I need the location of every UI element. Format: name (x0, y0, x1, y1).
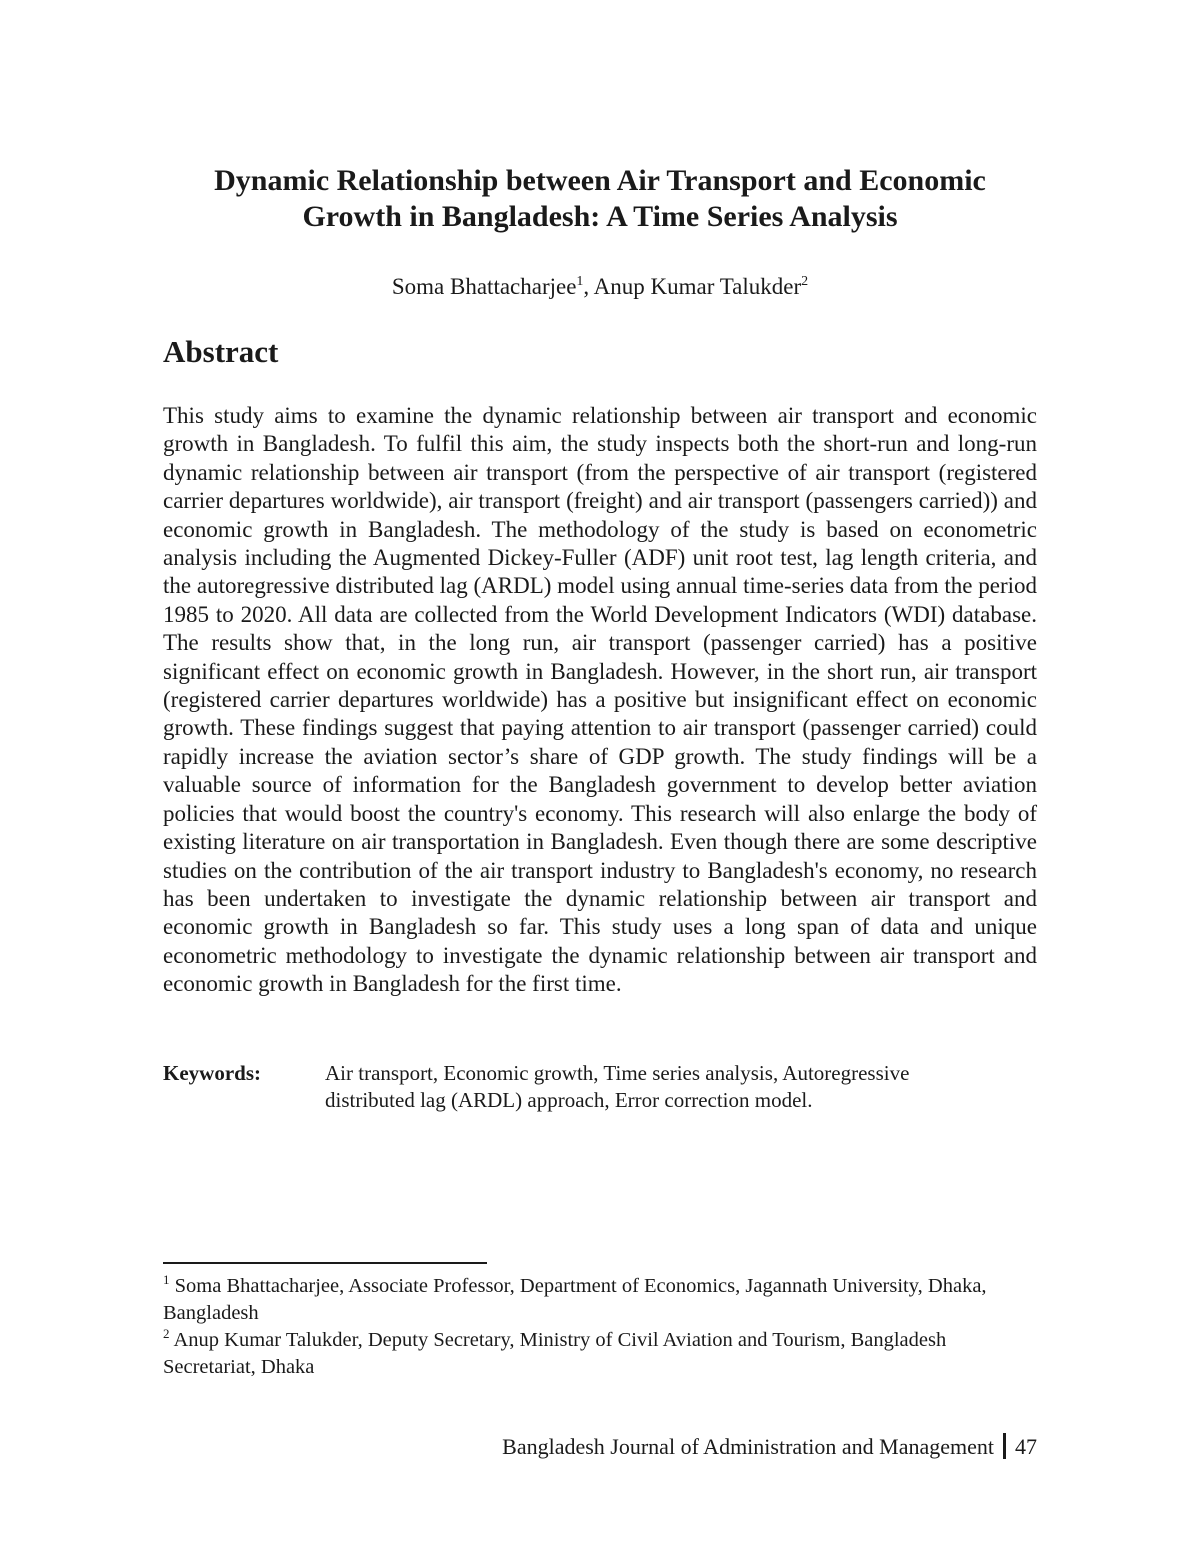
paper-title (150, 163, 1050, 235)
paper-title-line-2: Growth in Bangladesh: A Time Series Analysis (302, 200, 898, 233)
author-separator: , (583, 274, 594, 299)
paper-title-line-1: Dynamic Relationship between Air Transport and Economic (214, 164, 986, 197)
footnote (163, 1327, 1037, 1381)
footer-separator (1003, 1433, 1006, 1459)
keywords-label: Keywords: (163, 1061, 261, 1085)
footnote-text: Anup Kumar Talukder, Deputy Secretary, Ministry of Civil Aviation and Tourism, Bangladesh Secretariat, Dhaka (163, 1329, 947, 1378)
footnote-divider (163, 1262, 487, 1264)
journal-name: Bangladesh Journal of Administration and Management (502, 1434, 994, 1459)
abstract-body: This study aims to examine the dynamic relationship between air transport and economic growth in Bangladesh. To fulfil this aim, the study inspects both the short-run and long-run dynamic relationship between air transport (from the perspective of air transport (registered carrier departures worldwide), air transport (freight) and air transport (passengers carried)) and economic growth in Bangladesh. The methodology of the study is based on econometric analysis including the Augmented Dickey-Fuller (ADF) unit root test, lag length criteria, and the autoregressive distributed lag (ARDL) model using annual time-series data from the period 1985 to 2020. All data are collected from the World Development Indicators (WDI) database. The results show that, in the long run, air transport (passenger carried) has a positive significant effect on economic growth in Bangladesh. However, in the short run, air transport (registered carrier departures worldwide) has a positive but insignificant effect on economic growth. These findings suggest that paying attention to air transport (passenger carried) could rapidly increase the aviation sector’s share of GDP growth. The study findings will be a valuable source of information for the Bangladesh government to develop better aviation policies that would boost the country's economy. This research will also enlarge the body of existing literature on air transportation in Bangladesh. Even though there are some descriptive studies on the contribution of the air transport industry to Bangladesh's economy, no research has been undertaken to investigate the dynamic relationship between air transport and economic growth in Bangladesh so far. This study uses a long span of data and unique econometric methodology to investigate the dynamic relationship between air transport and economic growth in Bangladesh for the first time. (163, 403, 1037, 997)
author-name: Soma Bhattacharjee (391, 274, 577, 299)
footnote-marker: 2 (801, 274, 809, 289)
page-footer (502, 1432, 1037, 1462)
abstract-heading: Abstract (163, 334, 279, 369)
author-name: Anup Kumar Talukder (593, 274, 802, 299)
footnote-text: Soma Bhattacharjee, Associate Professor, Department of Economics, Jagannath University, Dhaka, Bangladesh (163, 1275, 987, 1324)
footnote (163, 1273, 1037, 1327)
footnotes (163, 1273, 1037, 1381)
footnote-marker: 1 (163, 1272, 170, 1287)
page-number: 47 (1015, 1434, 1037, 1459)
footnote-marker: 1 (576, 274, 584, 289)
keywords-text: Air transport, Economic growth, Time series analysis, Autoregressive distributed lag (ARDL) approach, Error correction model. (325, 1061, 910, 1112)
author-list (150, 272, 1050, 302)
footnote-marker: 2 (163, 1326, 170, 1341)
